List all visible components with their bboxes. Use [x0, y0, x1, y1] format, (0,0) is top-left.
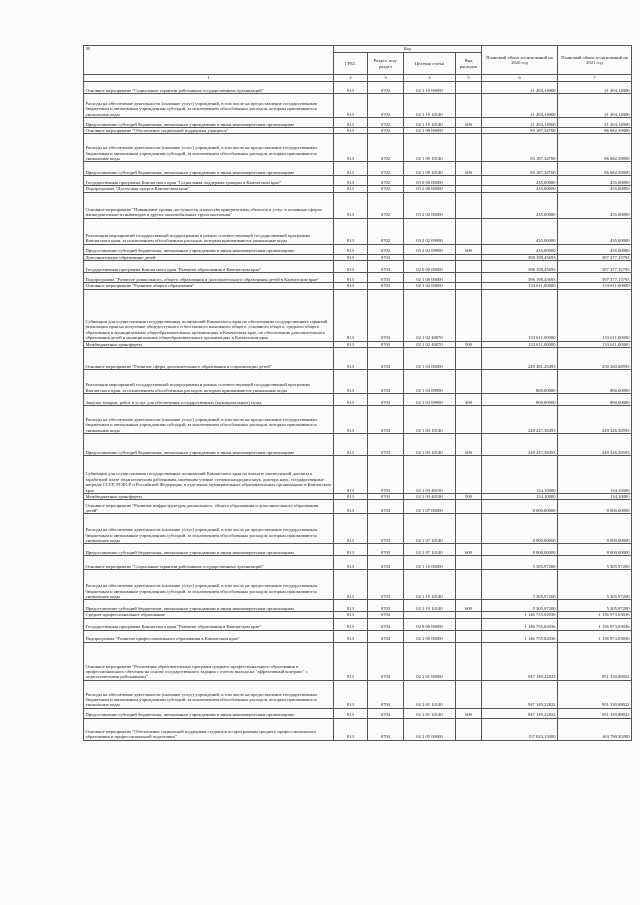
row-razdel: 0704 [368, 630, 404, 642]
row-amount-2020: 83 187,34700 [482, 128, 558, 134]
row-name: Расходы на обеспечение деятельности (оказание услуг) учреждений, в том числе на предоставление государственным бюджетным и автономным учреждениям субсидий, за исключением обособленных расходов, которым присваиваются уникальные коды [84, 406, 334, 434]
table-row [84, 192, 632, 218]
row-tselevaya: 02 1 02 00000 [404, 283, 456, 289]
row-amount-2021: 249 326,38593 [558, 406, 632, 434]
row-name: Основное мероприятие "Реализация образовательных программ среднего профессионального образования и профессионального обучения на основе государственного задания с учетом выхода на "эффективный контракт" с педагогическими работниками" [84, 642, 334, 680]
row-tselevaya: 02 1 09 10140 [404, 134, 456, 162]
row-amount-2021: 1 156 973,03036 [558, 630, 632, 642]
row-amount-2021: 397 377,15793 [558, 273, 632, 283]
row-name: Основное мероприятие "Развитие сферы дополнительного образования и социализации детей" [84, 348, 334, 370]
row-amount-2021: 133 611,00000 [558, 341, 632, 347]
row-name: Государственная программа Камчатского края "Социальная поддержка граждан в Камчатском крае" [84, 176, 334, 186]
row-amount-2021: 397 377,15793 [558, 261, 632, 273]
table-row [84, 434, 632, 456]
row-tselevaya: 02 1 10 00000 [404, 556, 456, 570]
row-vid: 600 [456, 544, 482, 556]
row-razdel: 0702 [368, 176, 404, 186]
row-tselevaya: 03 0 00 00000 [404, 176, 456, 186]
row-name: Расходы на обеспечение деятельности (оказание услуг) учреждений, в том числе на предоставление государственным бюджетным и автономным учреждениям субсидий, за исключением обособленных расходов, которым присваиваются уникальные коды [84, 570, 334, 600]
row-name: Государственная программа Камчатского края "Развитие образования в Камчатском крае" [84, 618, 334, 630]
row-name: Реализация мероприятий государственной подпрограммы в рамках соответствующей государственной программы Камчатского края, за исключением обособленных расходов, которым присваиваются уникальные коды [84, 218, 334, 244]
row-razdel: 0703 [368, 254, 404, 260]
row-name: Подпрограмма "Доступная среда в Камчатском крае" [84, 186, 334, 192]
table-row [84, 514, 632, 544]
row-tselevaya: 03 2 00 00000 [404, 186, 456, 192]
row-vid [456, 176, 482, 186]
row-grbs: 813 [334, 289, 368, 341]
table-row [84, 500, 632, 514]
row-name: Подпрограмма "Развитие дошкольного, общего образования и дополнительного образования детей в Камчатском крае" [84, 273, 334, 283]
row-name: Основное мероприятие "Развитие инфраструктуры дошкольного, общего образования и дополнительного образования детей" [84, 500, 334, 514]
row-grbs: 813 [334, 186, 368, 192]
table-row [84, 289, 632, 341]
row-razdel: 0703 [368, 406, 404, 434]
row-amount-2020: 133 611,00000 [482, 283, 558, 289]
row-name: Основное мероприятие "Обеспечение социальной поддержки учащихся" [84, 128, 334, 134]
row-amount-2021: 5 305,97200 [558, 600, 632, 612]
row-vid [456, 218, 482, 244]
row-vid [456, 82, 482, 94]
row-vid: 500 [456, 341, 482, 347]
row-vid [456, 718, 482, 740]
row-amount-2020: 157 023,15000 [482, 718, 558, 740]
row-amount-2020: 249 381,28493 [482, 348, 558, 370]
row-vid [456, 456, 482, 494]
row-razdel: 0703 [368, 341, 404, 347]
row-razdel: 0703 [368, 456, 404, 494]
row-vid [456, 370, 482, 394]
row-vid [456, 680, 482, 708]
row-grbs: 813 [334, 680, 368, 708]
row-amount-2020: 248 247,38493 [482, 434, 558, 456]
row-razdel: 0703 [368, 394, 404, 406]
row-amount-2020: 1 146 755,02036 [482, 618, 558, 630]
row-tselevaya: 03 2 02 00000 [404, 192, 456, 218]
row-grbs: 813 [334, 134, 368, 162]
row-name: Основное мероприятие "Развитие общего образования" [84, 283, 334, 289]
row-amount-2021: 134,10000 [558, 494, 632, 500]
row-razdel: 0703 [368, 556, 404, 570]
row-tselevaya: 02 1 03 40190 [404, 456, 456, 494]
vid-header: Вид расходов [456, 53, 482, 75]
row-name: Субвенции для осуществления государственных полномочий Камчатского края по выплате ежемесячной доплаты к заработной плате педагогическим работникам, имеющим ученые степени кандидата наук, доктора наук, государственные награды СССР, РСФСР и Российской Федерации, в отдельных муниципальных образовательных организациях в Камчатском крае [84, 456, 334, 494]
row-amount-2021: 250 260,68593 [558, 348, 632, 370]
row-tselevaya: 02 1 02 40070 [404, 289, 456, 341]
row-name: Основное мероприятие "Повышение уровня доступности и качества приоритетных объектов и услуг в основных сферах жизнедеятельности инвалидов и других маломобильных групп населения" [84, 192, 334, 218]
row-razdel: 0702 [368, 128, 404, 134]
plan-2020-header: Плановый объем ассигнований на 2020 год [482, 46, 558, 75]
row-amount-2021: 1 156 973,03036 [558, 618, 632, 630]
row-amount-2020: 5 305,97200 [482, 600, 558, 612]
table-row [84, 642, 632, 680]
row-amount-2020: 947 149,22822 [482, 708, 558, 718]
row-amount-2021: 1 156 973,03036 [558, 612, 632, 618]
row-grbs: 813 [334, 618, 368, 630]
row-grbs: 813 [334, 128, 368, 134]
table-row [84, 630, 632, 642]
row-amount-2021: 800,00000 [558, 394, 632, 406]
row-amount-2021: 951 330,88022 [558, 680, 632, 708]
row-razdel: 0702 [368, 118, 404, 128]
row-name: Государственная программа Камчатского края "Развитие образования в Камчатском крае" [84, 261, 334, 273]
row-grbs: 813 [334, 162, 368, 176]
row-tselevaya: 02 1 00 00000 [404, 273, 456, 283]
row-tselevaya: 02 1 03 09990 [404, 394, 456, 406]
row-grbs: 813 [334, 600, 368, 612]
row-tselevaya: 02 2 00 00000 [404, 630, 456, 642]
column-number: 1 [84, 75, 334, 82]
row-razdel: 0703 [368, 283, 404, 289]
row-amount-2020: 396 198,45693 [482, 261, 558, 273]
row-vid: 600 [456, 600, 482, 612]
table-row [84, 556, 632, 570]
row-amount-2020: 396 198,45693 [482, 273, 558, 283]
row-razdel: 0703 [368, 273, 404, 283]
row-name: Основное мероприятие "Социальные гарантии работникам государственных организаций" [84, 556, 334, 570]
row-grbs: 813 [334, 273, 368, 283]
table-row [84, 394, 632, 406]
table-row [84, 162, 632, 176]
row-razdel: 0703 [368, 514, 404, 544]
row-amount-2021: 21 204,14900 [558, 82, 632, 94]
row-razdel: 0702 [368, 82, 404, 94]
row-amount-2020: 947 149,22822 [482, 642, 558, 680]
row-amount-2021: 8 000,00000 [558, 500, 632, 514]
row-name: Закупка товаров, работ и услуг для обеспечения государственных (муниципальных) нужд [84, 394, 334, 406]
row-grbs: 813 [334, 642, 368, 680]
row-razdel: 0702 [368, 94, 404, 118]
row-amount-2021: 435,00000 [558, 176, 632, 186]
row-grbs: 813 [334, 544, 368, 556]
row-razdel: 0702 [368, 244, 404, 254]
row-razdel: 0703 [368, 600, 404, 612]
row-razdel: 0702 [368, 186, 404, 192]
row-razdel: 0703 [368, 500, 404, 514]
row-name: Предоставление субсидий бюджетным, автономным учреждениям и иным некоммерческим организациям [84, 600, 334, 612]
row-tselevaya: 02 1 09 10140 [404, 162, 456, 176]
row-grbs: 813 [334, 254, 368, 260]
row-amount-2021: 86 682,39000 [558, 128, 632, 134]
row-amount-2020: 21 204,14900 [482, 118, 558, 128]
table-row [84, 218, 632, 244]
row-tselevaya: 02 1 10 00000 [404, 82, 456, 94]
row-name: Предоставление субсидий бюджетным, автономным учреждениям и иным некоммерческим организациям [84, 118, 334, 128]
row-grbs: 813 [334, 341, 368, 347]
row-razdel: 0704 [368, 708, 404, 718]
row-vid: 200 [456, 394, 482, 406]
row-grbs: 813 [334, 718, 368, 740]
row-grbs: 813 [334, 82, 368, 94]
row-amount-2021: 800,00000 [558, 370, 632, 394]
row-amount-2021: 134,10000 [558, 456, 632, 494]
table-row [84, 600, 632, 612]
row-razdel: 0703 [368, 544, 404, 556]
row-amount-2021: 5 305,97200 [558, 556, 632, 570]
table-row [84, 680, 632, 708]
table-row [84, 708, 632, 718]
row-amount-2020: 435,00000 [482, 186, 558, 192]
row-name: Расходы на обеспечение деятельности (оказание услуг) учреждений, в том числе на предоставление государственным бюджетным и автономным учреждениям субсидий, за исключением обособленных расходов, которым присваиваются уникальные коды [84, 680, 334, 708]
row-amount-2020: 8 000,00000 [482, 514, 558, 544]
row-amount-2021: 435,00000 [558, 218, 632, 244]
row-tselevaya: 02 2 05 00000 [404, 718, 456, 740]
row-tselevaya: 02 2 01 10140 [404, 708, 456, 718]
row-amount-2020: 8 000,00000 [482, 544, 558, 556]
row-razdel: 0702 [368, 134, 404, 162]
row-grbs: 813 [334, 348, 368, 370]
row-amount-2020: 5 305,97200 [482, 556, 558, 570]
row-grbs: 813 [334, 370, 368, 394]
row-tselevaya: 03 2 02 09990 [404, 218, 456, 244]
row-vid [456, 273, 482, 283]
row-tselevaya: 02 1 09 00000 [404, 128, 456, 134]
row-grbs: 813 [334, 612, 368, 618]
row-name: Предоставление субсидий бюджетным, автономным учреждениям и иным некоммерческим организациям [84, 544, 334, 556]
row-amount-2021: 8 000,00000 [558, 514, 632, 544]
table-row [84, 261, 632, 273]
row-razdel: 0703 [368, 494, 404, 500]
row-amount-2021: 5 305,97200 [558, 570, 632, 600]
row-amount-2021: 249 326,38593 [558, 434, 632, 456]
row-name: Дополнительное образование детей [84, 254, 334, 260]
row-tselevaya: 02 0 00 00000 [404, 618, 456, 630]
row-vid: 600 [456, 434, 482, 456]
row-vid: 500 [456, 494, 482, 500]
row-name: Субвенции для осуществления государственных полномочий Камчатского края по обеспечению государственных гарантий реализации прав на получение общедоступного и бесплатного начального общего, основного общего, среднего общего образования в муниципальных общеобразовательных организациях в Камчатском крае, по обеспечению дополнительного образования детей в муниципальных общеобразовательных организациях в Камчатском крае [84, 289, 334, 341]
row-grbs: 813 [334, 556, 368, 570]
table-row [84, 94, 632, 118]
row-name: Реализация мероприятий государственной подпрограммы в рамках соответствующей государственной программы Камчатского края, за исключением обособленных расходов, которым присваиваются уникальные коды [84, 370, 334, 394]
row-razdel: 0703 [368, 570, 404, 600]
row-amount-2021: 951 330,88022 [558, 708, 632, 718]
tselevaya-header: Целевая статья [404, 53, 456, 75]
row-amount-2021: 163 790,30200 [558, 718, 632, 740]
table-row [84, 348, 632, 370]
table-row [84, 176, 632, 186]
row-tselevaya: 02 1 10 10140 [404, 94, 456, 118]
row-tselevaya: 02 1 10 10140 [404, 600, 456, 612]
row-name: Среднее профессиональное образование [84, 612, 334, 618]
row-grbs: 813 [334, 708, 368, 718]
row-vid [456, 94, 482, 118]
row-vid [456, 192, 482, 218]
row-grbs: 813 [334, 630, 368, 642]
row-amount-2020: 133 611,00000 [482, 289, 558, 341]
row-razdel: 0704 [368, 618, 404, 630]
row-name: Межбюджетные трансферты [84, 341, 334, 347]
row-razdel: 0704 [368, 718, 404, 740]
row-amount-2020: 133 611,00000 [482, 341, 558, 347]
row-name: Предоставление субсидий бюджетным, автономным учреждениям и иным некоммерческим организациям [84, 708, 334, 718]
row-grbs: 813 [334, 434, 368, 456]
row-amount-2021: 86 682,39000 [558, 162, 632, 176]
column-number: 2 [334, 75, 368, 82]
row-amount-2020: 435,00000 [482, 192, 558, 218]
row-vid [456, 618, 482, 630]
row-razdel: 0703 [368, 370, 404, 394]
row-amount-2020: 435,00000 [482, 176, 558, 186]
row-razdel: 0704 [368, 642, 404, 680]
row-amount-2020: 8 000,00000 [482, 500, 558, 514]
row-tselevaya: 03 2 02 09990 [404, 244, 456, 254]
row-tselevaya: 02 1 10 10140 [404, 570, 456, 600]
row-amount-2020: 21 204,14900 [482, 94, 558, 118]
row-amount-2021: 21 204,14900 [558, 94, 632, 118]
row-tselevaya: 02 1 07 00000 [404, 500, 456, 514]
row-amount-2021: 435,00000 [558, 186, 632, 192]
row-name: Межбюджетные трансферты [84, 494, 334, 500]
table-row [84, 118, 632, 128]
row-amount-2020: 134,10000 [482, 456, 558, 494]
table-row [84, 570, 632, 600]
row-vid: 600 [456, 118, 482, 128]
row-vid [456, 642, 482, 680]
row-grbs: 813 [334, 94, 368, 118]
row-razdel: 0702 [368, 192, 404, 218]
razdel-header: Раздел, под- раздел [368, 53, 404, 75]
table-row [84, 273, 632, 283]
table-row [84, 134, 632, 162]
row-name: Подпрограмма "Развитие профессионального образования в Камчатском крае" [84, 630, 334, 642]
row-vid: 600 [456, 708, 482, 718]
row-grbs: 813 [334, 514, 368, 544]
row-razdel: 0703 [368, 261, 404, 273]
table-row [84, 618, 632, 630]
row-name: Расходы на обеспечение деятельности (оказание услуг) учреждений, в том числе на предоставление государственным бюджетным и автономным учреждениям субсидий, за исключением обособленных расходов, которым присваиваются уникальные коды [84, 514, 334, 544]
row-grbs: 813 [334, 176, 368, 186]
column-number: 5 [456, 75, 482, 82]
row-amount-2020: 248 247,38493 [482, 406, 558, 434]
row-grbs: 813 [334, 244, 368, 254]
row-amount-2020: 435,00000 [482, 244, 558, 254]
row-amount-2021: 951 330,88022 [558, 642, 632, 680]
row-grbs: 813 [334, 218, 368, 244]
row-amount-2020: 398 198,45693 [482, 254, 558, 260]
row-tselevaya: 02 2 01 10140 [404, 680, 456, 708]
column-number: 3 [368, 75, 404, 82]
table-row [84, 370, 632, 394]
row-amount-2020: 1 146 755,02036 [482, 630, 558, 642]
row-amount-2021: 435,00000 [558, 244, 632, 254]
row-tselevaya: 02 1 07 10140 [404, 514, 456, 544]
row-tselevaya: 02 1 07 10140 [404, 544, 456, 556]
row-tselevaya: 02 0 00 00000 [404, 261, 456, 273]
table-row [84, 544, 632, 556]
row-grbs: 813 [334, 283, 368, 289]
code-group-header: Код [334, 46, 482, 53]
row-amount-2020: 800,00000 [482, 394, 558, 406]
row-amount-2020: 134,10000 [482, 494, 558, 500]
row-grbs: 813 [334, 570, 368, 600]
row-name: Основное мероприятие "Обеспечение социальной поддержки студентов по программам среднего профессионального образования и профессиональной подготовки" [84, 718, 334, 740]
row-vid: 600 [456, 244, 482, 254]
row-amount-2020: 435,00000 [482, 218, 558, 244]
row-tselevaya: 02 1 03 40190 [404, 494, 456, 500]
row-vid [456, 289, 482, 341]
row-amount-2021: 397 377,15793 [558, 254, 632, 260]
row-amount-2020: 5 305,97200 [482, 570, 558, 600]
row-name: Расходы на обеспечение деятельности (оказание услуг) учреждений, в том числе на предоставление государственным бюджетным и автономным учреждениям субсидий, за исключением обособленных расходов, которым присваиваются уникальные коды [84, 134, 334, 162]
row-vid [456, 556, 482, 570]
row-name: Основное мероприятие "Социальные гарантии работникам государственных организаций" [84, 82, 334, 94]
row-vid [456, 570, 482, 600]
row-vid [456, 134, 482, 162]
row-amount-2020: 800,00000 [482, 370, 558, 394]
row-tselevaya: 02 1 02 40070 [404, 341, 456, 347]
row-amount-2020: 21 204,14900 [482, 82, 558, 94]
column-number: 7 [558, 75, 632, 82]
row-vid [456, 406, 482, 434]
row-name: Предоставление субсидий бюджетным, автономным учреждениям и иным некоммерческим организациям [84, 162, 334, 176]
row-tselevaya: 02 1 03 00000 [404, 348, 456, 370]
row-razdel: 0703 [368, 434, 404, 456]
row-amount-2021: 133 611,00000 [558, 283, 632, 289]
row-vid [456, 348, 482, 370]
grbs-header: ГРБС [334, 53, 368, 75]
row-grbs: 813 [334, 261, 368, 273]
row-tselevaya: 02 1 03 10140 [404, 434, 456, 456]
row-tselevaya: 02 2 01 00000 [404, 642, 456, 680]
row-amount-2021: 86 682,39000 [558, 134, 632, 162]
row-grbs: 813 [334, 456, 368, 494]
row-tselevaya: 02 1 10 10140 [404, 118, 456, 128]
row-vid [456, 630, 482, 642]
row-razdel: 0704 [368, 680, 404, 708]
row-vid: 600 [456, 162, 482, 176]
row-razdel: 0703 [368, 348, 404, 370]
row-vid [456, 514, 482, 544]
row-name: Расходы на обеспечение деятельности (оказание услуг) учреждений, в том числе на предоставление государственным бюджетным и автономным учреждениям субсидий, за исключением обособленных расходов, которым присваиваются уникальные коды [84, 94, 334, 118]
row-grbs: 813 [334, 406, 368, 434]
row-amount-2021: 133 611,00000 [558, 289, 632, 341]
table-row [84, 82, 632, 94]
row-tselevaya: 02 1 03 10140 [404, 406, 456, 434]
row-grbs: 813 [334, 192, 368, 218]
row-amount-2021: 21 204,14900 [558, 118, 632, 128]
column-number: 6 [482, 75, 558, 82]
row-name: Предоставление субсидий бюджетным, автономным учреждениям и иным некоммерческим организациям [84, 434, 334, 456]
row-amount-2020: 83 187,34700 [482, 162, 558, 176]
row-name: Предоставление субсидий бюджетным, автономным учреждениям и иным некоммерческим организациям [84, 244, 334, 254]
table-row [84, 718, 632, 740]
column-number: 4 [404, 75, 456, 82]
row-amount-2021: 435,00000 [558, 192, 632, 218]
row-amount-2020: 83 187,34700 [482, 134, 558, 162]
row-vid [456, 261, 482, 273]
row-grbs: 813 [334, 118, 368, 128]
row-vid [456, 500, 482, 514]
table-row [84, 456, 632, 494]
row-grbs: 813 [334, 500, 368, 514]
plan-2021-header: Плановый объем ассигнований на 2021 год [558, 46, 632, 75]
table-row [84, 244, 632, 254]
row-grbs: 813 [334, 394, 368, 406]
row-razdel: 0704 [368, 612, 404, 618]
row-amount-2021: 8 000,00000 [558, 544, 632, 556]
row-amount-2020: 947 149,22822 [482, 680, 558, 708]
page-number: 30 [84, 46, 334, 75]
row-razdel: 0703 [368, 289, 404, 341]
row-razdel: 0702 [368, 162, 404, 176]
budget-table [83, 45, 632, 741]
table-row [84, 406, 632, 434]
row-razdel: 0702 [368, 218, 404, 244]
row-amount-2020: 1 146 755,02036 [482, 612, 558, 618]
row-grbs: 813 [334, 494, 368, 500]
row-tselevaya: 02 1 03 09990 [404, 370, 456, 394]
